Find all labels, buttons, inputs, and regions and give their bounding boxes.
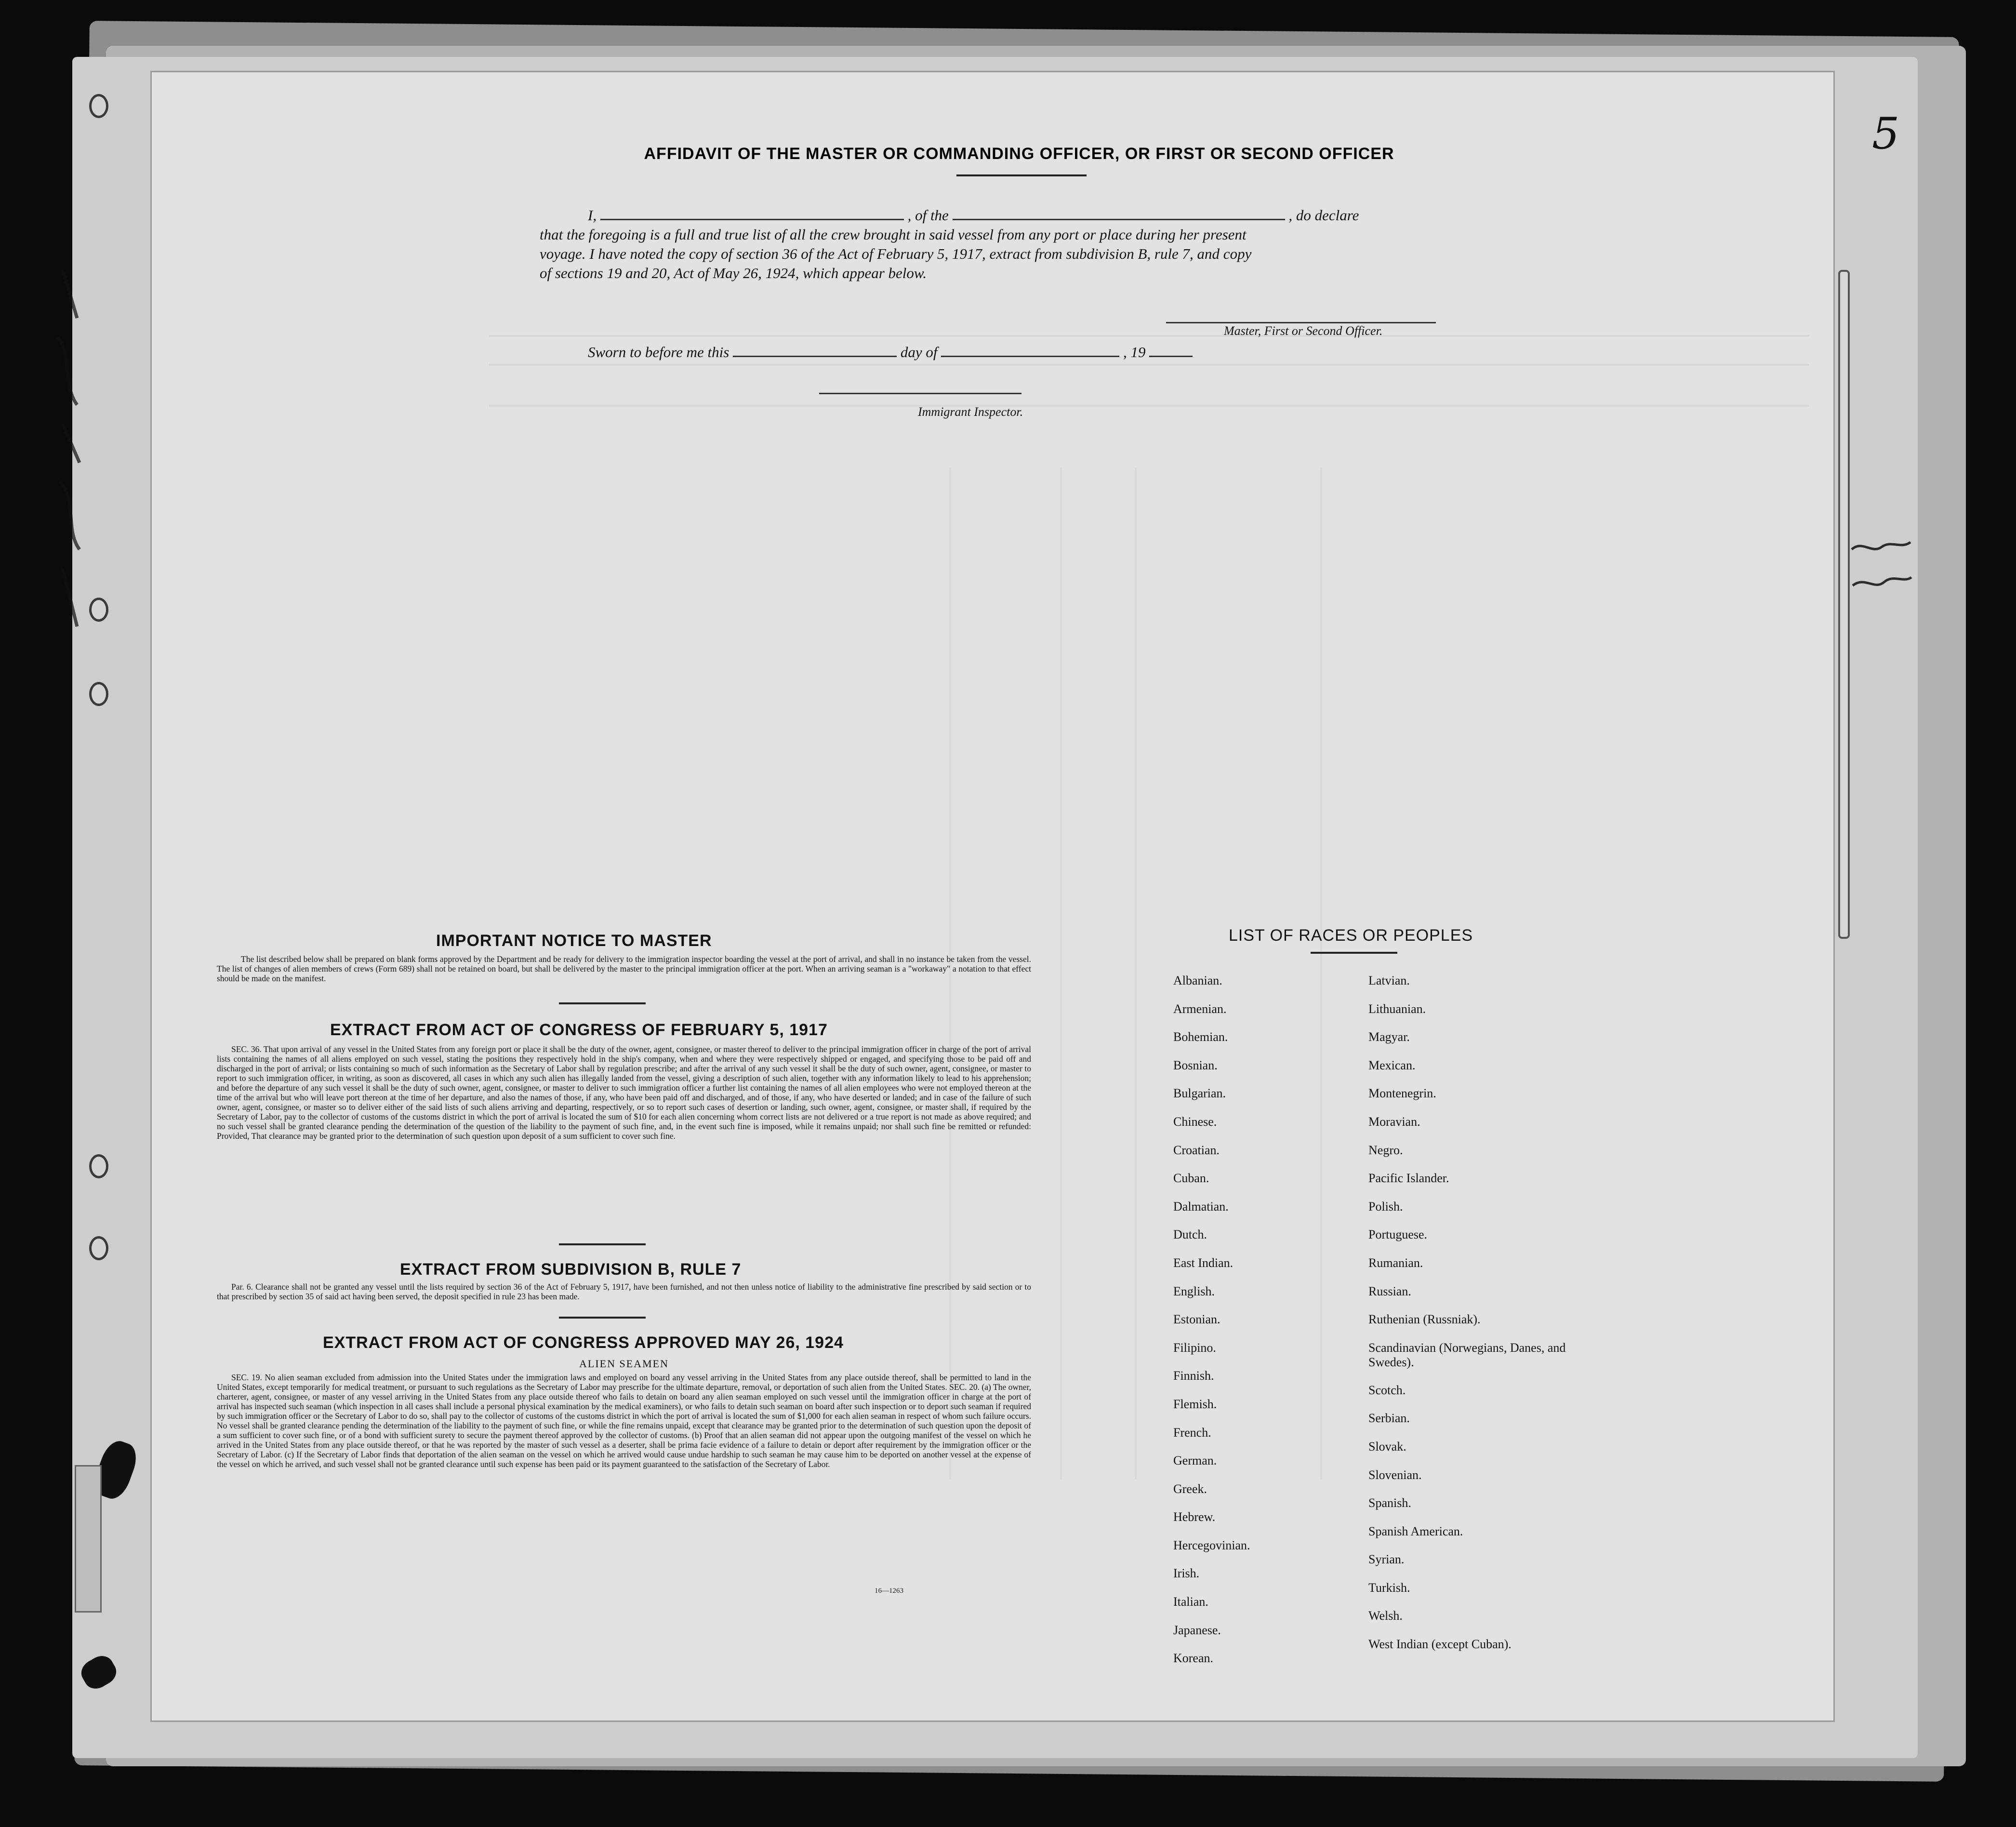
- race-item: Moravian.: [1368, 1114, 1420, 1129]
- punch-hole: [89, 1154, 108, 1178]
- race-item: Filipino.: [1173, 1340, 1216, 1355]
- race-item: Estonian.: [1173, 1312, 1220, 1327]
- races-rule: [1311, 952, 1397, 954]
- affidavit-line-4: of sections 19 and 20, Act of May 26, 1924, which appear below.: [540, 265, 927, 281]
- affidavit-i: I,: [588, 207, 597, 224]
- notice-rule: [559, 1002, 646, 1004]
- race-item: Scandinavian (Norwegians, Danes, and Swedes).: [1368, 1340, 1566, 1369]
- race-item: Syrian.: [1368, 1552, 1405, 1567]
- race-item: Turkish.: [1368, 1580, 1410, 1595]
- race-item: Chinese.: [1173, 1114, 1217, 1129]
- vertical-scribble: [43, 260, 96, 653]
- race-item: French.: [1173, 1425, 1211, 1440]
- race-item: Slovenian.: [1368, 1467, 1422, 1482]
- affidavit-line-1: [588, 205, 1359, 225]
- race-item: Rumanian.: [1368, 1255, 1423, 1270]
- races-left-column: [1173, 974, 1250, 1680]
- punch-hole: [89, 94, 108, 118]
- race-item: Greek.: [1173, 1481, 1207, 1496]
- binder-strip: [1838, 270, 1850, 939]
- race-item: Hebrew.: [1173, 1510, 1216, 1524]
- manifest-sheet: [152, 72, 1833, 1720]
- race-item: English.: [1173, 1284, 1215, 1298]
- torn-edge: [75, 1465, 102, 1613]
- race-item: Finnish.: [1173, 1369, 1214, 1383]
- ghost-rule: [489, 335, 1809, 337]
- rule7-text: Par. 6. Clearance shall not be granted any vessel until the lists required by section 36 of the Act of February 5, 1917, have been furnished, and not then unless notice of liability to the administrative fine prescribed by said section or to that prescribed by section 35 of said act having been served, the deposit specified in rule 23 has been made.: [217, 1282, 1031, 1301]
- races-right-column: [1368, 974, 1571, 1666]
- rule7-rule: [559, 1317, 646, 1319]
- rule7-title: EXTRACT FROM SUBDIVISION B, RULE 7: [400, 1260, 742, 1279]
- affidavit-do-declare: , do declare: [1288, 207, 1359, 224]
- extract-1917-rule: [559, 1243, 646, 1245]
- margin-numeral: 5: [1872, 108, 1900, 159]
- race-item: Albanian.: [1173, 974, 1222, 987]
- bleed-through: [152, 72, 1833, 1720]
- race-item: West Indian (except Cuban).: [1368, 1637, 1512, 1652]
- race-item: East Indian.: [1173, 1255, 1233, 1270]
- year-label: , 19: [1123, 344, 1146, 360]
- race-item: Bosnian.: [1173, 1058, 1218, 1072]
- sworn-line: [588, 342, 1193, 361]
- alien-seamen-subtitle: ALIEN SEAMEN: [579, 1358, 669, 1370]
- race-item: Serbian.: [1368, 1411, 1410, 1426]
- race-item: Montenegrin.: [1368, 1086, 1436, 1101]
- race-item: Spanish.: [1368, 1496, 1411, 1510]
- ghost-rule: [489, 364, 1809, 366]
- ghost-rule: [489, 405, 1809, 407]
- race-item: Japanese.: [1173, 1623, 1221, 1637]
- race-item: Spanish American.: [1368, 1524, 1463, 1538]
- race-item: Pacific Islander.: [1368, 1171, 1449, 1186]
- inspector-signature-line[interactable]: [819, 393, 1021, 394]
- race-item: Scotch.: [1368, 1383, 1406, 1397]
- race-item: Irish.: [1173, 1566, 1200, 1581]
- race-item: Cuban.: [1173, 1171, 1209, 1186]
- race-item: Armenian.: [1173, 1001, 1227, 1016]
- notice-text: The list described below shall be prepared on blank forms approved by the Department and be ready for delivery to the immigration inspector boarding the vessel at the port of arrival, and shall in no instance be taken from the vessel. The list of changes of alien members of crews (Form 689) shall not be retained on board, but shall be delivered by the master to the principal immigration officer at the port. When an arriving seaman is a "workaway" a notation to that effect should be made on the manifest.: [217, 954, 1031, 983]
- race-item: Mexican.: [1368, 1058, 1416, 1072]
- race-item: Latvian.: [1368, 974, 1410, 987]
- race-item: Dalmatian.: [1173, 1199, 1229, 1214]
- master-signature-line[interactable]: [1166, 322, 1436, 323]
- sworn-month-field[interactable]: [941, 342, 1119, 357]
- title-underline: [956, 174, 1087, 176]
- master-name-field[interactable]: [600, 205, 904, 220]
- extract-1917-title: EXTRACT FROM ACT OF CONGRESS OF FEBRUARY 5, 1917: [330, 1021, 828, 1039]
- vertical-scribble-glyph: [43, 260, 96, 646]
- sworn-day-field[interactable]: [733, 342, 897, 357]
- race-item: Welsh.: [1368, 1609, 1403, 1623]
- ghost-column: [1135, 467, 1137, 1480]
- punch-hole: [89, 682, 108, 706]
- sworn-label: Sworn to before me this: [588, 344, 729, 360]
- race-item: Russian.: [1368, 1284, 1411, 1298]
- race-item: Ruthenian (Russniak).: [1368, 1312, 1481, 1327]
- vessel-name-field[interactable]: [953, 205, 1285, 220]
- race-item: Dutch.: [1173, 1227, 1207, 1242]
- punch-hole: [89, 1236, 108, 1260]
- race-item: Negro.: [1368, 1143, 1403, 1157]
- race-item: Bulgarian.: [1173, 1086, 1226, 1101]
- races-title: LIST OF RACES OR PEOPLES: [1229, 926, 1473, 945]
- affidavit-line-2: that the foregoing is a full and true list of all the crew brought in said vessel from any port or place during her present: [540, 226, 1247, 243]
- race-item: Flemish.: [1173, 1397, 1217, 1411]
- race-item: German.: [1173, 1454, 1217, 1468]
- ghost-column: [1060, 467, 1062, 1480]
- affidavit-line-3: voyage. I have noted the copy of section 36 of the Act of February 5, 1917, extract from subdivision B, rule 7, and copy: [540, 245, 1252, 262]
- race-item: Bohemian.: [1173, 1030, 1228, 1044]
- notice-title: IMPORTANT NOTICE TO MASTER: [436, 932, 712, 950]
- race-item: Italian.: [1173, 1595, 1208, 1609]
- day-of-label: day of: [900, 344, 938, 360]
- race-item: Lithuanian.: [1368, 1001, 1426, 1016]
- extract-1917-text: SEC. 36. That upon arrival of any vessel in the United States from any foreign port or place it shall be the duty of the owner, agent, consignee, or master thereof to deliver to the principal immigration officer in charge of the port of arrival lists containing the names of all aliens employed on such vessel, stating the positions they respectively hold in the ship's company, when and where they were respectively shipped or engaged, and specifying those to be paid off and discharged in the port of arrival; or lists containing so much of such information as the Secretary of Labor shall by regulation prescribe; and after the arrival of any such vessel it shall be the duty of such owner, agent, consignee, or master to report to such immigration officer, in writing, as soon as discovered, all cases in which any such alien has illegally landed from the vessel, giving a description of such alien, together with any information likely to lead to his apprehension; and before the departure of any such vessel it shall be the duty of such owner, agent, consignee, or master to deliver to such immigration officer a further list containing the names of all alien employees who were not employed thereon at the time of the arrival but who will leave port thereon at the time of her departure, and also the names of those, if any, who have been paid off and discharged, and of those, if any, who have deserted or landed; and in case of the failure of such owner, agent, consignee, or master so to deliver either of the said lists of such aliens arriving and departing, respectively, or so to report such cases of desertion or landing, such owner, agent, consignee, or master shall, if required by the Secretary of Labor, pay to the collector of customs of the customs district in which the port of arrival is located the sum of $10 for each alien concerning whom correct lists are not delivered or a true report is not made as above required; and no such vessel shall be granted clearance pending the determination of the question of the liability to the payment of such fine, and, in the event such fine is imposed, while it remains unpaid; nor shall such fine be remitted or refunded: Provided, That clearance may be granted prior to the determination of such question upon deposit of a sum sufficient to cover such fine.: [217, 1044, 1031, 1141]
- race-item: Portuguese.: [1368, 1227, 1428, 1242]
- sworn-year-field[interactable]: [1149, 342, 1193, 357]
- affidavit-of-the: , of the: [907, 207, 949, 224]
- race-item: Korean.: [1173, 1651, 1214, 1666]
- ghost-column: [1320, 467, 1322, 1480]
- affidavit-title: AFFIDAVIT OF THE MASTER OR COMMANDING OFFICER, OR FIRST OR SECOND OFFICER: [644, 145, 1394, 163]
- margin-scribble: [1848, 535, 1915, 604]
- race-item: Polish.: [1368, 1199, 1403, 1214]
- margin-scribble-glyph: [1848, 535, 1915, 598]
- extract-1924-title: EXTRACT FROM ACT OF CONGRESS APPROVED MAY 26, 1924: [323, 1334, 844, 1352]
- race-item: Magyar.: [1368, 1030, 1410, 1044]
- form-number: 16—1263: [875, 1587, 903, 1595]
- race-item: Croatian.: [1173, 1143, 1220, 1157]
- inspector-label: Immigrant Inspector.: [918, 405, 1023, 419]
- master-signature-label: Master, First or Second Officer.: [1224, 324, 1383, 338]
- race-item: Slovak.: [1368, 1439, 1406, 1454]
- race-item: Hercegovinian.: [1173, 1538, 1250, 1552]
- extract-1924-text: SEC. 19. No alien seaman excluded from admission into the United States under the immigration laws and employed on board any vessel arriving in the United States from any place outside thereof, shall be permitted to land in the United States, except temporarily for medical treatment, or pursuant to such regulations as the Secretary of Labor may prescribe for the ultimate departure, removal, or deportation of such alien from the United States. SEC. 20. (a) The owner, charterer, agent, consignee, or master of any vessel arriving in the United States from any place outside thereof who fails to detain on board any alien seaman employed on such vessel until the immigration officer in charge at the port of arrival has inspected such seaman (which inspection in all cases shall include a personal physical examination by the medical examiners), or who fails to detain such seaman on board after such inspection or to deport such seaman if required by such immigration officer or the Secretary of Labor to do so, shall pay to the collector of customs of the customs district in which the port of arrival is located the sum of $1,000 for each alien seaman in respect of whom such failure occurs. No vessel shall be granted clearance pending the determination of the liability to the payment of such fine, or while the fine remains unpaid, except that clearance may be granted prior to the determination of such question upon the deposit of a sum sufficient to cover such fine, or of a bond with sufficient surety to secure the payment thereof approved by the collector of customs. (b) Proof that an alien seaman did not appear upon the outgoing manifest of the vessel on which he arrived in the United States from any place outside thereof, or that he was reported by the master of such vessel as a deserter, shall be prima facie evidence of a failure to detain or deport after requirement by the immigration officer or the Secretary of Labor. (c) If the Secretary of Labor finds that deportation of the alien seaman on the vessel on which he arrived would cause undue hardship to such seaman he may cause him to be deported on another vessel at the expense of the vessel on which he arrived, and such vessel shall not be granted clearance until such expense has been paid or its payment guaranteed to the satisfaction of the Secretary of Labor.: [217, 1373, 1031, 1469]
